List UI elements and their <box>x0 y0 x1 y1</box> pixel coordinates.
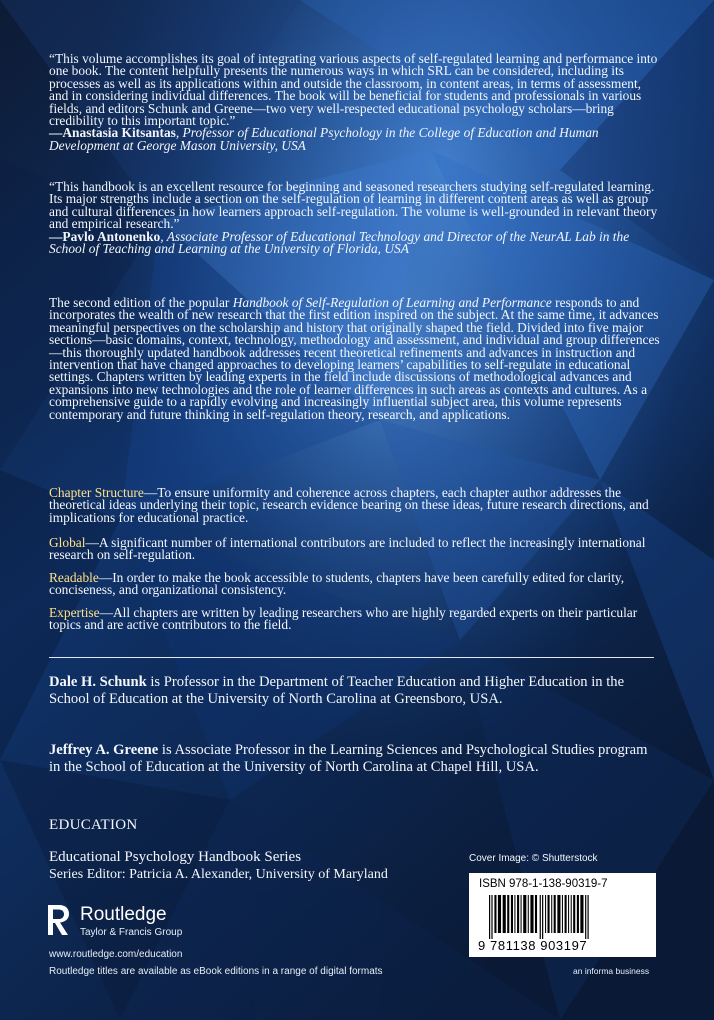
publisher-url[interactable]: www.routledge.com/education <box>49 949 183 960</box>
publisher-group: Taylor & Francis Group <box>80 927 183 938</box>
publisher-name: Routledge <box>80 904 167 925</box>
feature-text: —A significant number of international contributors are included to reflect the increasingly international research on self-regulation. <box>49 535 646 563</box>
isbn-barcode-box <box>469 873 656 957</box>
feature-text: —To ensure uniformity and coherence across chapters, each chapter author addresses the theoretical ideas underlying their topic, research evidence bearing on these ideas, future research directions, and implications for educational practice. <box>49 485 649 525</box>
feature-expertise <box>49 607 661 632</box>
feature-global <box>49 537 661 562</box>
description-book-title: Handbook of Self-Regulation of Learning and Performance <box>232 295 552 310</box>
review-quote-2-text: “This handbook is an excellent resource for beginning and seasoned researchers studying self-regulated learning. Its major strengths include a section on the self-regulation of learning in different content areas as well as group and cultural differences in how learners approach self-regulation. The volume is well-grounded in relevant theory and empirical research.” <box>49 179 658 232</box>
review-quote-1-affiliation: , Professor of Educational Psychology in the College of Education and Human Development at George Mason University, USA <box>49 125 599 153</box>
editor-bio-greene <box>49 742 659 775</box>
series-editor: Series Editor: Patricia A. Alexander, University of Maryland <box>49 867 388 882</box>
feature-key: Readable <box>49 570 99 585</box>
feature-text: —All chapters are written by leading researchers who are highly regarded experts on their particular topics and are active contributors to the field. <box>49 605 638 633</box>
feature-key: Chapter Structure <box>49 485 144 500</box>
review-quote-1 <box>49 53 659 152</box>
ebook-note: Routledge titles are available as eBook editions in a range of digital formats <box>49 966 383 977</box>
editor-bio-schunk <box>49 674 659 707</box>
feature-readable <box>49 572 661 597</box>
feature-key: Expertise <box>49 605 100 620</box>
editor-bio-text: is Professor in the Department of Teacher Education and Higher Education in the School of Education at the University of North Carolina at Greensboro, USA. <box>49 674 625 707</box>
review-quote-1-author: —Anastasia Kitsantas <box>49 125 176 141</box>
editor-name: Dale H. Schunk <box>49 674 147 690</box>
barcode-number: 9 781138 903197 <box>478 938 588 953</box>
book-description <box>49 297 661 421</box>
review-quote-2 <box>49 181 659 255</box>
barcode-image <box>487 895 639 939</box>
feature-chapter-structure <box>49 487 661 524</box>
review-quote-2-affiliation: , Associate Professor of Educational Technology and Director of the NeurAL Lab in the School of Teaching and Learning at the University of Florida, USA <box>49 228 630 257</box>
routledge-logo-icon <box>44 903 74 937</box>
informa-business: an informa business <box>573 966 650 976</box>
review-quote-2-author: —Pavlo Antonenko <box>49 228 161 244</box>
description-prefix: The second edition of the popular <box>49 295 233 310</box>
editor-bio-text: is Associate Professor in the Learning Sciences and Psychological Studies program in the School of Education at the University of North Carolina at Chapel Hill, USA. <box>49 742 648 775</box>
isbn-label: ISBN 978-1-138-90319-7 <box>479 878 608 890</box>
editor-name: Jeffrey A. Greene <box>49 742 159 758</box>
review-quote-1-text: “This volume accomplishes its goal of integrating various aspects of self-regulated learning and performance into one book. The content helpfully presents the numerous ways in which SRL can be considered, including its processes as well as its applications within and outside the classroom, in content areas, in terms of assessment, and in considering individual differences. The book will be beneficial for students and professionals in various fields, and editors Schunk and Greene—two very well-respected educational psychology scholars—bring credibility to this important topic.” <box>49 51 658 129</box>
feature-key: Global <box>49 535 86 550</box>
subject-category: EDUCATION <box>49 817 138 833</box>
series-title: Educational Psychology Handbook Series <box>49 849 302 865</box>
description-body: responds to and incorporates the wealth of new research that the first edition inspired on the subject. At the same time, it advances meaningful perspectives on the scholarship and history that originally shaped the field. Divided into five major sections—basic domains, context, technology, methodology and assessment, and individual and group differences—this thoroughly updated handbook addresses recent theoretical refinements and advances in instruction and intervention that have changed approaches to developing learners’ capabilities to self-regulate in educational settings. Chapters written by leading experts in the field include discussions of methodological advances and expansions into new technologies and the role of learner differences in such areas as contexts and cultures. As a comprehensive guide to a rapidly evolving and increasingly influential subject area, this volume represents contemporary and future thinking in self-regulation theory, research, and applications. <box>49 295 660 422</box>
feature-text: —In order to make the book accessible to students, chapters have been carefully edited for clarity, conciseness, and organizational consistency. <box>49 570 625 598</box>
section-divider <box>49 657 654 658</box>
cover-image-credit: Cover Image: © Shutterstock <box>469 853 598 864</box>
